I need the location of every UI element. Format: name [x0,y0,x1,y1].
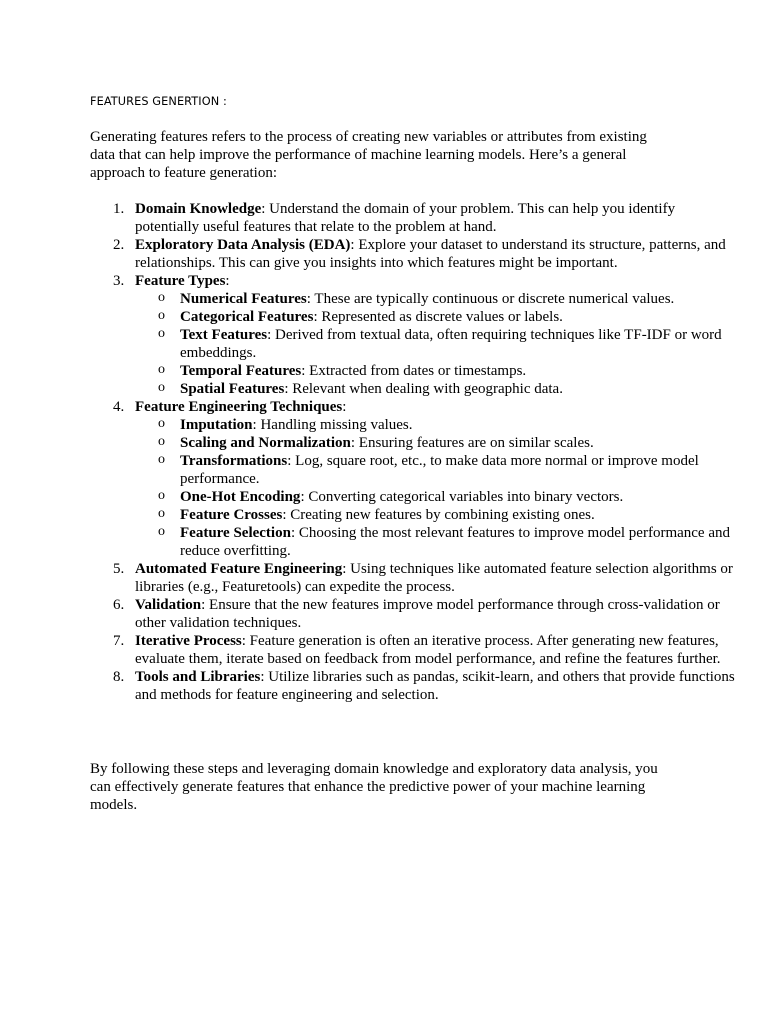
sub-term: Feature Crosses [180,507,283,523]
sub-text: : Creating new features by combining existing ones. [282,507,595,523]
step-text: : [342,399,347,415]
list-item [113,200,735,236]
step-text: : Explore your dataset to understand its structure, patterns, and relationships. This can give you insights into which features might be important. [135,237,726,271]
sublist-item [158,380,735,398]
sub-term: Temporal Features [180,363,302,379]
intro-paragraph: Generating features refers to the process of creating new variables or attributes from existing data that can help improve the performance of machine learning models. Here’s a general approach to feature generation: [90,129,647,181]
sub-term: Feature Selection [180,525,291,541]
sublist-item [158,434,735,452]
sublist [135,290,735,398]
sub-term: One-Hot Encoding [180,489,301,505]
sub-term: Text Features [180,327,268,343]
list-item [113,236,735,272]
sub-text: : Converting categorical variables into binary vectors. [300,489,624,505]
sub-term: Imputation [180,417,253,433]
step-term: Validation [135,597,202,613]
sub-term: Spatial Features [180,381,285,397]
step-text: : Understand the domain of your problem. This can help you identify potentially useful features that relate to the problem at hand. [135,201,676,235]
steps-list [90,200,735,704]
sub-text: : Log, square root, etc., to make data more normal or improve model performance. [180,453,699,487]
sub-text: : These are typically continuous or discrete numerical values. [306,291,675,307]
bullet: o [158,506,165,521]
list-number: 6. [113,597,125,613]
step-text: : Using techniques like automated feature selection algorithms or libraries (e.g., Featuretools) can expedite the process. [135,561,733,595]
sublist-item [158,488,735,506]
sub-term: Categorical Features [180,309,314,325]
bullet: o [158,434,165,449]
list-number: 5. [113,561,125,577]
bullet: o [158,488,165,503]
list-item [113,668,735,704]
step-text: : Feature generation is often an iterative process. After generating new features, evaluate them, iterate based on feedback from model performance, and refine the features further. [135,633,721,667]
document-heading: FEATURES GENERTION : [90,95,227,108]
step-term: Feature Types [135,273,226,289]
list-item [113,596,735,632]
bullet: o [158,362,165,377]
list-number: 3. [113,273,125,289]
sublist-item [158,326,735,362]
sub-text: : Represented as discrete values or labels. [313,309,563,325]
sublist-item [158,524,735,560]
list-item [113,398,735,560]
step-term: Exploratory Data Analysis (EDA) [135,237,351,253]
sublist-item [158,506,735,524]
sub-text: : Handling missing values. [252,417,413,433]
sub-text: : Derived from textual data, often requiring techniques like TF-IDF or word embeddings. [180,327,722,361]
step-text: : Ensure that the new features improve model performance through cross-validation or other validation techniques. [135,597,720,631]
sublist-item [158,452,735,488]
list-number: 1. [113,201,125,217]
step-term: Feature Engineering Techniques [135,399,343,415]
list-number: 2. [113,237,125,253]
sublist-item [158,416,735,434]
sub-term: Numerical Features [180,291,307,307]
sublist-item [158,290,735,308]
list-item [113,632,735,668]
step-term: Domain Knowledge [135,201,262,217]
bullet: o [158,308,165,323]
bullet: o [158,452,165,467]
sub-text: : Relevant when dealing with geographic data. [284,381,563,397]
step-term: Iterative Process [135,633,242,649]
step-term: Automated Feature Engineering [135,561,343,577]
step-text: : [225,273,230,289]
sub-text: : Choosing the most relevant features to improve model performance and reduce overfitting. [180,525,730,559]
bullet: o [158,290,165,305]
sub-term: Transformations [180,453,288,469]
step-term: Tools and Libraries [135,669,261,685]
sub-text: : Ensuring features are on similar scales. [350,435,594,451]
closing-paragraph: By following these steps and leveraging domain knowledge and exploratory data analysis, you can effectively generate features that enhance the predictive power of your machine learning models. [90,761,658,813]
list-item [113,272,735,398]
list-number: 7. [113,633,125,649]
bullet: o [158,380,165,395]
list-item [113,560,735,596]
bullet: o [158,416,165,431]
sublist-item [158,362,735,380]
list-number: 8. [113,669,125,685]
sublist [135,416,735,560]
list-number: 4. [113,399,125,415]
sublist-item [158,308,735,326]
sub-term: Scaling and Normalization [180,435,351,451]
bullet: o [158,524,165,539]
step-text: : Utilize libraries such as pandas, scikit-learn, and others that provide functions and methods for feature engineering and selection. [135,669,735,703]
sub-text: : Extracted from dates or timestamps. [301,363,527,379]
bullet: o [158,326,165,341]
